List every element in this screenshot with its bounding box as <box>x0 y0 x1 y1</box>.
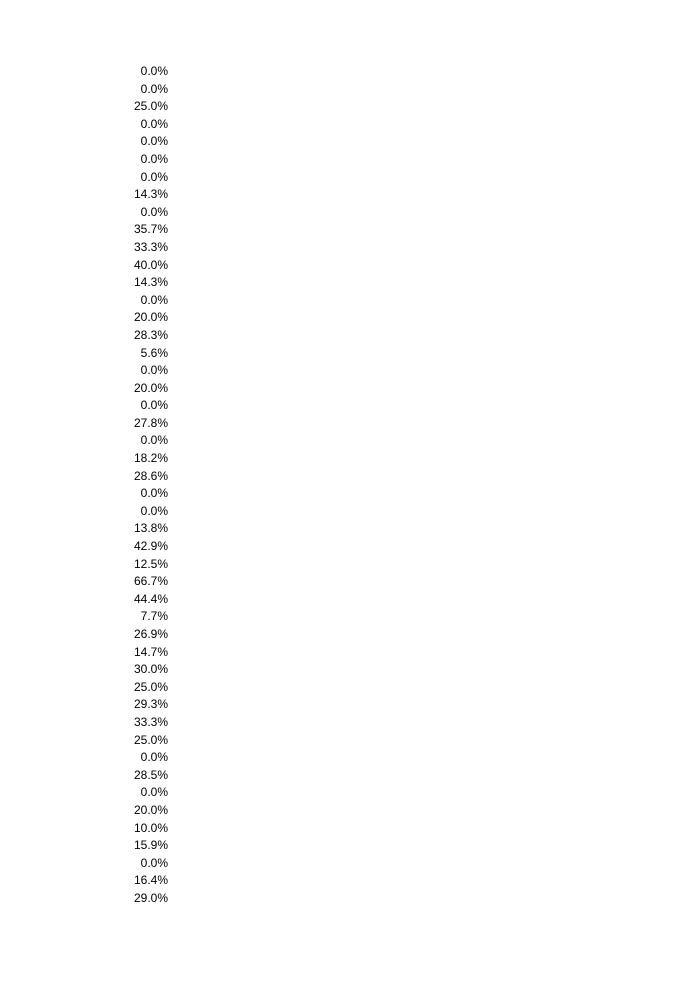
percent-cell: 20.0% <box>133 802 168 817</box>
percent-cell: 28.5% <box>133 767 168 782</box>
percent-cell: 0.0% <box>140 750 168 765</box>
percent-cell: 28.6% <box>133 468 168 483</box>
percent-cell: 0.0% <box>140 785 168 800</box>
percent-cell: 14.3% <box>133 275 168 290</box>
percent-cell: 26.9% <box>133 627 168 641</box>
percent-cell: 15.9% <box>133 838 168 853</box>
percent-cell: 33.3% <box>133 714 168 729</box>
percent-cell: 0.0% <box>140 204 168 219</box>
percent-cell: 14.3% <box>133 187 168 202</box>
percent-cell: 27.8% <box>133 415 168 430</box>
percent-cell: 25.0% <box>133 679 168 694</box>
percent-cell: 42.9% <box>133 539 168 554</box>
percent-cell: 0.0% <box>140 486 168 501</box>
percent-cell: 66.7% <box>133 574 168 589</box>
percent-cell: 30.0% <box>133 662 168 677</box>
percentage-column <box>120 63 168 908</box>
percent-cell: 29.3% <box>133 697 168 712</box>
percent-cell: 20.0% <box>133 380 168 395</box>
percent-cell: 0.0% <box>140 81 168 96</box>
percent-cell: 35.7% <box>133 222 168 237</box>
percent-cell: 0.0% <box>140 398 168 413</box>
percent-cell: 29.0% <box>133 890 168 905</box>
percent-cell: 20.0% <box>133 310 168 325</box>
percent-cell: 33.3% <box>133 239 168 254</box>
percent-cell: 10.0% <box>133 820 168 835</box>
percent-cell: 0.0% <box>140 363 168 378</box>
percent-cell: 0.0% <box>140 64 168 78</box>
percent-cell: 5.6% <box>140 345 168 360</box>
percent-cell: 40.0% <box>133 257 168 272</box>
percent-cell: 0.0% <box>140 855 168 870</box>
percent-cell: 7.7% <box>140 609 168 624</box>
percent-cell: 16.4% <box>133 873 168 888</box>
percent-cell: 44.4% <box>133 591 168 606</box>
percent-cell: 0.0% <box>140 116 168 131</box>
percent-cell: 14.7% <box>133 644 168 659</box>
percent-cell: 0.0% <box>140 134 168 149</box>
percent-cell: 13.8% <box>133 521 168 536</box>
percent-cell: 25.0% <box>133 99 168 114</box>
percent-cell: 0.0% <box>140 503 168 518</box>
percent-cell: 0.0% <box>140 151 168 166</box>
percent-cell: 0.0% <box>140 433 168 448</box>
percent-cell: 28.3% <box>133 327 168 342</box>
percent-cell: 12.5% <box>133 556 168 571</box>
percent-cell: 18.2% <box>133 451 168 466</box>
percent-cell: 0.0% <box>140 169 168 184</box>
percent-cell: 25.0% <box>133 732 168 747</box>
percent-cell: 0.0% <box>140 292 168 307</box>
